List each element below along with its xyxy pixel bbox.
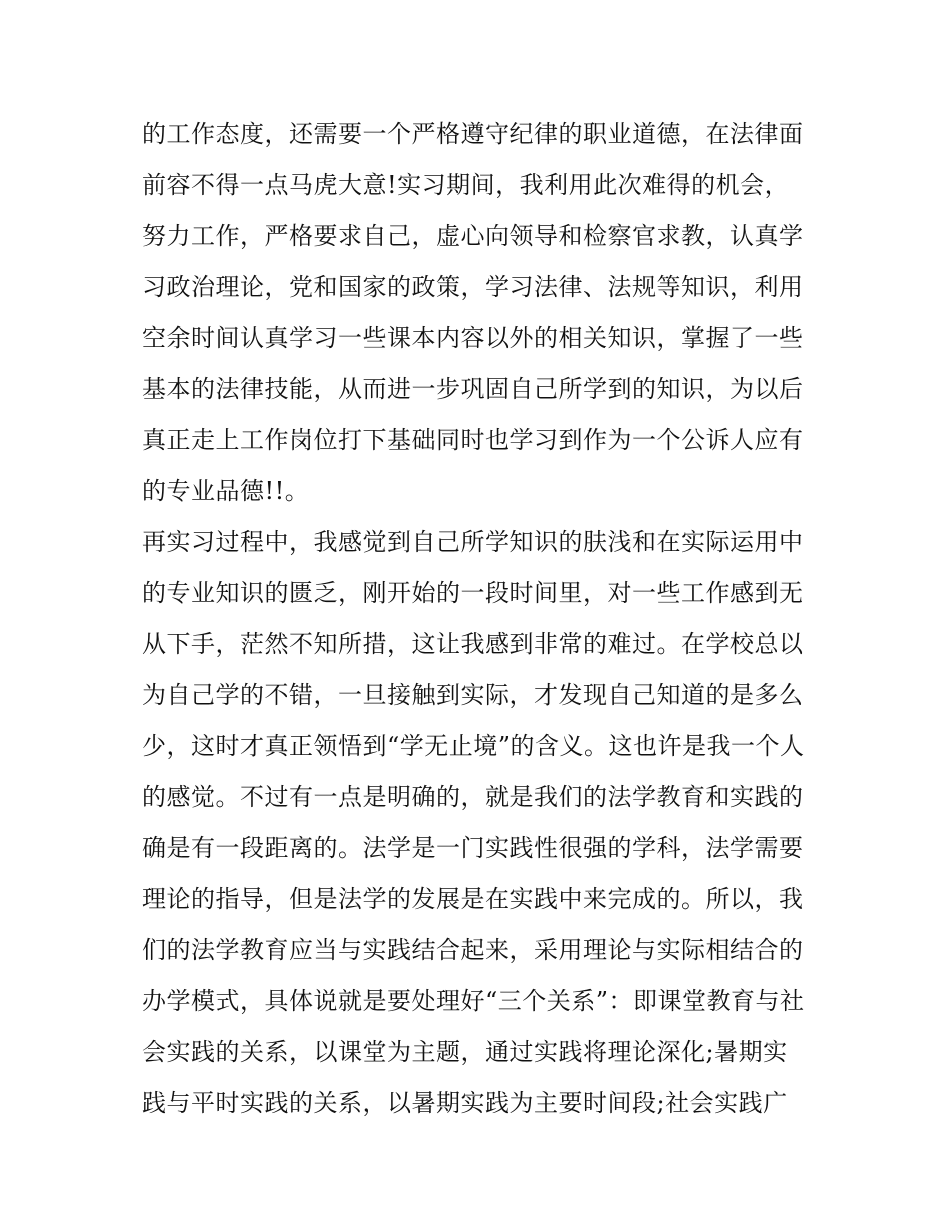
text-line: 的感觉。不过有一点是明确的，就是我们的法学教育和实践的 <box>142 783 804 811</box>
text-line: 理论的指导，但是法学的发展是在实践中来完成的。所以，我 <box>142 885 804 913</box>
text-line: 为自己学的不错，一旦接触到实际，才发现自己知道的是多么 <box>142 681 804 709</box>
text-line: 确是有一段距离的。法学是一门实践性很强的学科，法学需要 <box>142 834 804 862</box>
text-line: 的专业品德!!。 <box>142 477 310 505</box>
text-line: 办学模式，具体说就是要处理好“三个关系”：即课堂教育与社 <box>142 987 805 1015</box>
text-line: 前容不得一点马虎大意!实习期间，我利用此次难得的机会， <box>142 171 790 199</box>
text-line: 习政治理论，党和国家的政策，学习法律、法规等知识，利用 <box>142 273 804 301</box>
text-line: 会实践的关系，以课堂为主题，通过实践将理论深化;暑期实 <box>142 1038 788 1066</box>
text-line: 的工作态度，还需要一个严格遵守纪律的职业道德，在法律面 <box>142 120 804 148</box>
text-line: 努力工作，严格要求自己，虚心向领导和检察官求教，认真学 <box>142 222 804 250</box>
text-line: 真正走上工作岗位打下基础同时也学习到作为一个公诉人应有 <box>142 426 804 454</box>
text-line: 践与平时实践的关系，以暑期实践为主要时间段;社会实践广 <box>142 1089 788 1117</box>
text-line: 再实习过程中，我感觉到自己所学知识的肤浅和在实际运用中 <box>142 528 804 556</box>
text-line: 少，这时才真正领悟到“学无止境”的含义。这也许是我一个人 <box>142 732 805 760</box>
text-line: 基本的法律技能，从而进一步巩固自己所学到的知识，为以后 <box>142 375 804 403</box>
text-line: 空余时间认真学习一些课本内容以外的相关知识，掌握了一些 <box>142 324 804 352</box>
text-line: 的专业知识的匮乏，刚开始的一段时间里，对一些工作感到无 <box>142 579 804 607</box>
text-line: 从下手，茫然不知所措，这让我感到非常的难过。在学校总以 <box>142 630 804 658</box>
text-line: 们的法学教育应当与实践结合起来，采用理论与实际相结合的 <box>142 936 804 964</box>
body-text <box>142 109 822 1129</box>
